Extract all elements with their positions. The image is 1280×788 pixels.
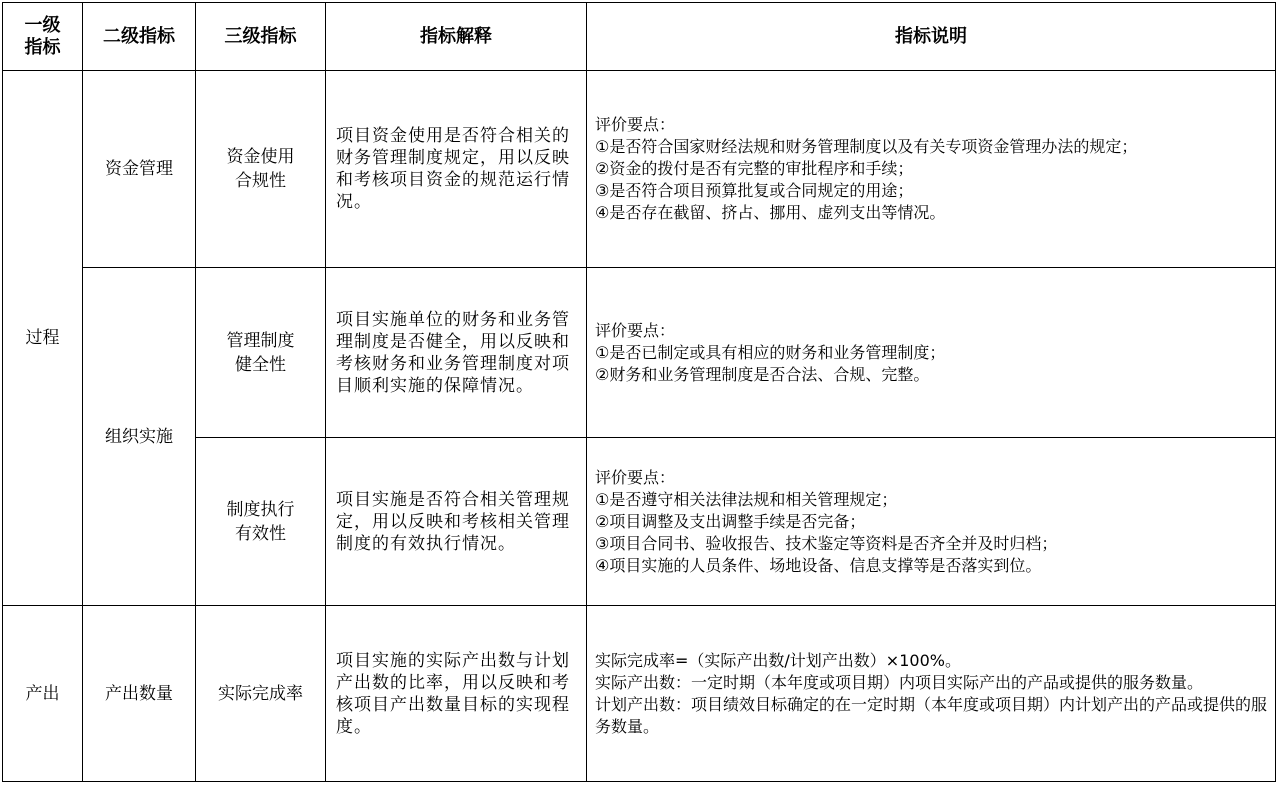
description-cell: 评价要点： ①是否遵守相关法律法规和相关管理规定； ②项目调整及支出调整手续是否完备； ③项目合同书、验收报告、技术鉴定等资料是否齐全并及时归档； ④项目实施的人员条件、场地设备、信息支撑等是否落实到位。 <box>587 438 1276 606</box>
description-cell: 评价要点： ①是否已制定或具有相应的财务和业务管理制度； ②财务和业务管理制度是否合法、合规、完整。 <box>587 268 1276 438</box>
description-cell: 评价要点： ①是否符合国家财经法规和财务管理制度以及有关专项资金管理办法的规定； ②资金的拨付是否有完整的审批程序和手续； ③是否符合项目预算批复或合同规定的用途； ④是否存在截留、挤占、挪用、虚列支出等情况。 <box>587 71 1276 268</box>
header-row <box>3 3 1276 71</box>
header-level3: 三级指标 <box>196 3 326 71</box>
description-cell: 实际完成率=（实际产出数/计划产出数）×100%。 实际产出数：一定时期（本年度或项目期）内项目实际产出的产品或提供的服务数量。 计划产出数：项目绩效目标确定的在一定时期（本年度或项目期）内计划产出的产品或提供的服务数量。 <box>587 606 1276 782</box>
explanation-cell: 项目实施的实际产出数与计划产出数的比率，用以反映和考核项目产出数量目标的实现程度。 <box>326 606 587 782</box>
table-row <box>3 606 1276 782</box>
indicator-table <box>2 2 1276 782</box>
header-explanation: 指标解释 <box>326 3 587 71</box>
table-row <box>3 71 1276 268</box>
level3-cell: 资金使用 合规性 <box>196 71 326 268</box>
explanation-cell: 项目实施是否符合相关管理规定，用以反映和考核相关管理制度的有效执行情况。 <box>326 438 587 606</box>
level2-fund-management: 资金管理 <box>83 71 196 268</box>
header-level2: 二级指标 <box>83 3 196 71</box>
level3-cell: 制度执行 有效性 <box>196 438 326 606</box>
level2-output-quantity: 产出数量 <box>83 606 196 782</box>
explanation-cell: 项目资金使用是否符合相关的财务管理制度规定，用以反映和考核项目资金的规范运行情况。 <box>326 71 587 268</box>
explanation-cell: 项目实施单位的财务和业务管理制度是否健全，用以反映和考核财务和业务管理制度对项目顺利实施的保障情况。 <box>326 268 587 438</box>
level3-cell: 实际完成率 <box>196 606 326 782</box>
level1-process: 过程 <box>3 71 83 606</box>
header-description: 指标说明 <box>587 3 1276 71</box>
level3-cell: 管理制度 健全性 <box>196 268 326 438</box>
level2-organization: 组织实施 <box>83 268 196 606</box>
level1-output: 产出 <box>3 606 83 782</box>
header-level1: 一级 指标 <box>3 3 83 71</box>
table-row <box>3 268 1276 438</box>
